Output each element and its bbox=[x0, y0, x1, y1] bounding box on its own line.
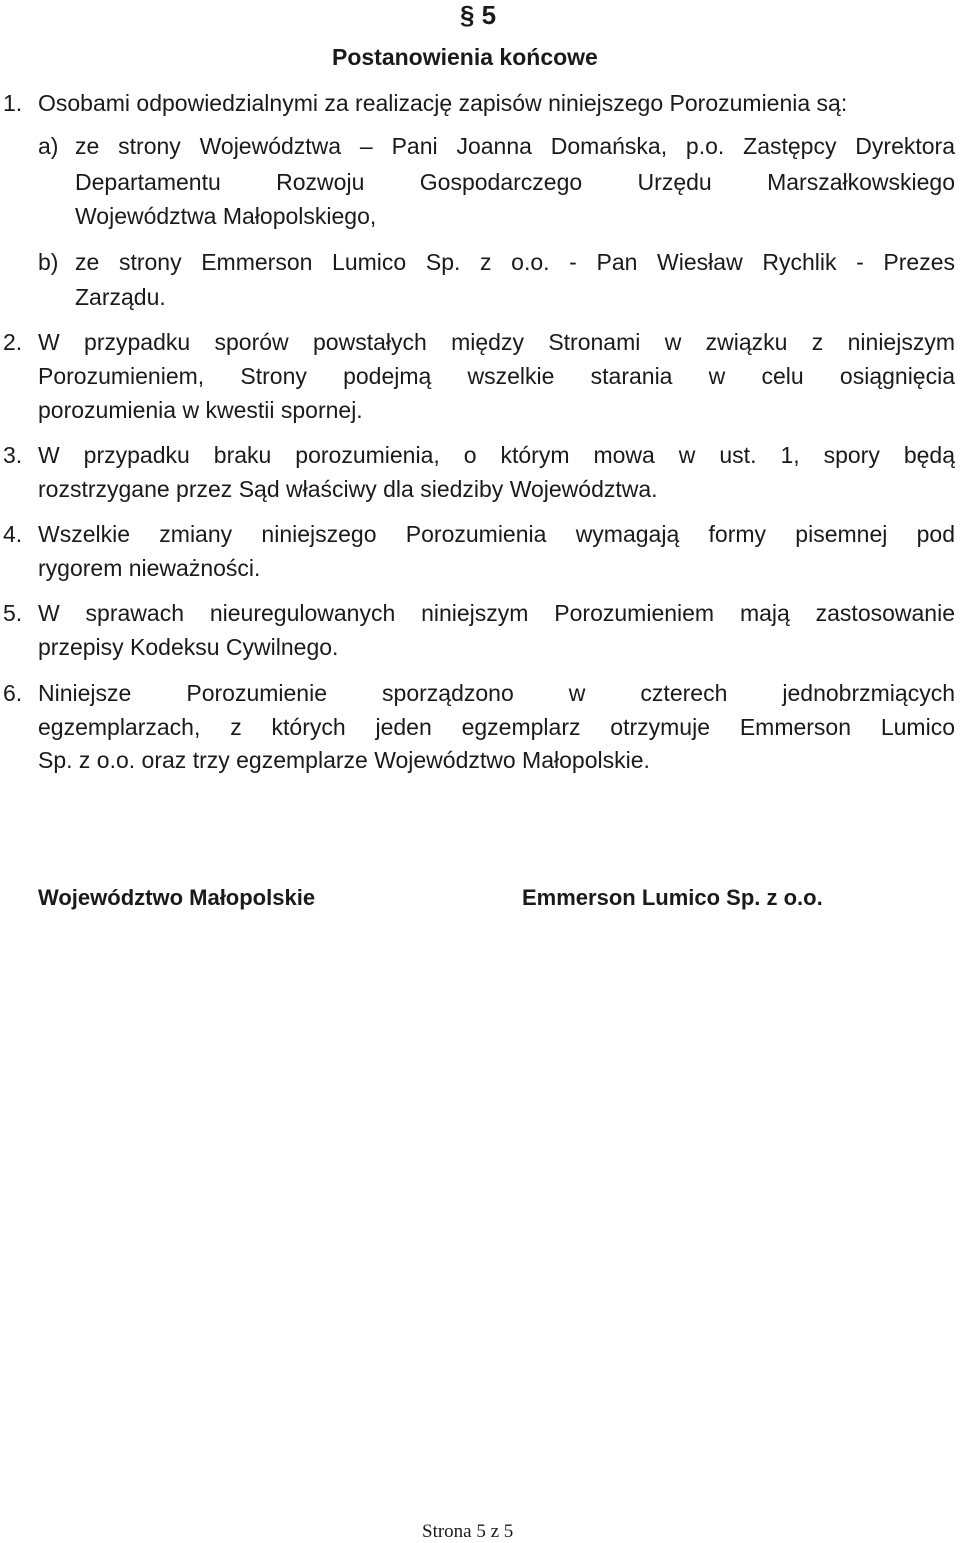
item-2-line-1: W przypadku sporów powstałych między Stronami w związku z niniejszym bbox=[38, 329, 955, 355]
item-2-line-2: Porozumieniem, Strony podejmą wszelkie starania w celu osiągnięcia bbox=[38, 363, 955, 389]
item-4-number: 4. bbox=[3, 521, 23, 547]
signature-left: Województwo Małopolskie bbox=[38, 885, 316, 910]
item-1-number: 1. bbox=[3, 90, 23, 116]
signature-right: Emmerson Lumico Sp. z o.o. bbox=[522, 885, 823, 910]
item-1b-line-1: ze strony Emmerson Lumico Sp. z o.o. - Pan Wiesław Rychlik - Prezes bbox=[75, 249, 955, 275]
item-1a-label: a) bbox=[38, 133, 59, 159]
page-number: Strona 5 z 5 bbox=[422, 1521, 514, 1542]
item-2-line-3: porozumienia w kwestii spornej. bbox=[38, 397, 363, 423]
item-3-number: 3. bbox=[3, 442, 23, 468]
item-6-line-1: Niniejsze Porozumienie sporządzono w czterech jednobrzmiących bbox=[38, 680, 955, 706]
section-title: Postanowienia końcowe bbox=[332, 44, 598, 70]
item-3-line-1: W przypadku braku porozumienia, o którym mowa w ust. 1, spory będą bbox=[38, 442, 955, 468]
item-1a-line-1: ze strony Województwa – Pani Joanna Domańska, p.o. Zastępcy Dyrektora bbox=[75, 133, 955, 159]
item-2-number: 2. bbox=[3, 329, 23, 355]
item-4-line-2: rygorem nieważności. bbox=[38, 555, 261, 581]
item-1b-label: b) bbox=[38, 249, 59, 275]
item-1-text-line-1: Osobami odpowiedzialnymi za realizację zapisów niniejszego Porozumienia są: bbox=[38, 90, 848, 116]
item-1a-line-2: Departamentu Rozwoju Gospodarczego Urzędu Marszałkowskiego bbox=[75, 169, 955, 195]
item-3-line-2: rozstrzygane przez Sąd właściwy dla siedziby Województwa. bbox=[38, 476, 658, 502]
item-5-line-1: W sprawach nieuregulowanych niniejszym Porozumieniem mają zastosowanie bbox=[38, 600, 955, 626]
item-5-number: 5. bbox=[3, 600, 23, 626]
item-6-line-3: Sp. z o.o. oraz trzy egzemplarze Województwo Małopolskie. bbox=[38, 747, 650, 773]
item-5-line-2: przepisy Kodeksu Cywilnego. bbox=[38, 634, 339, 660]
item-1b-line-2: Zarządu. bbox=[75, 284, 166, 310]
section-mark: § 5 bbox=[460, 0, 497, 30]
item-6-number: 6. bbox=[3, 680, 23, 706]
item-6-line-2: egzemplarzach, z których jeden egzemplarz otrzymuje Emmerson Lumico bbox=[38, 714, 955, 740]
item-4-line-1: Wszelkie zmiany niniejszego Porozumienia wymagają formy pisemnej pod bbox=[38, 521, 955, 547]
item-1a-line-3: Województwa Małopolskiego, bbox=[75, 203, 377, 229]
